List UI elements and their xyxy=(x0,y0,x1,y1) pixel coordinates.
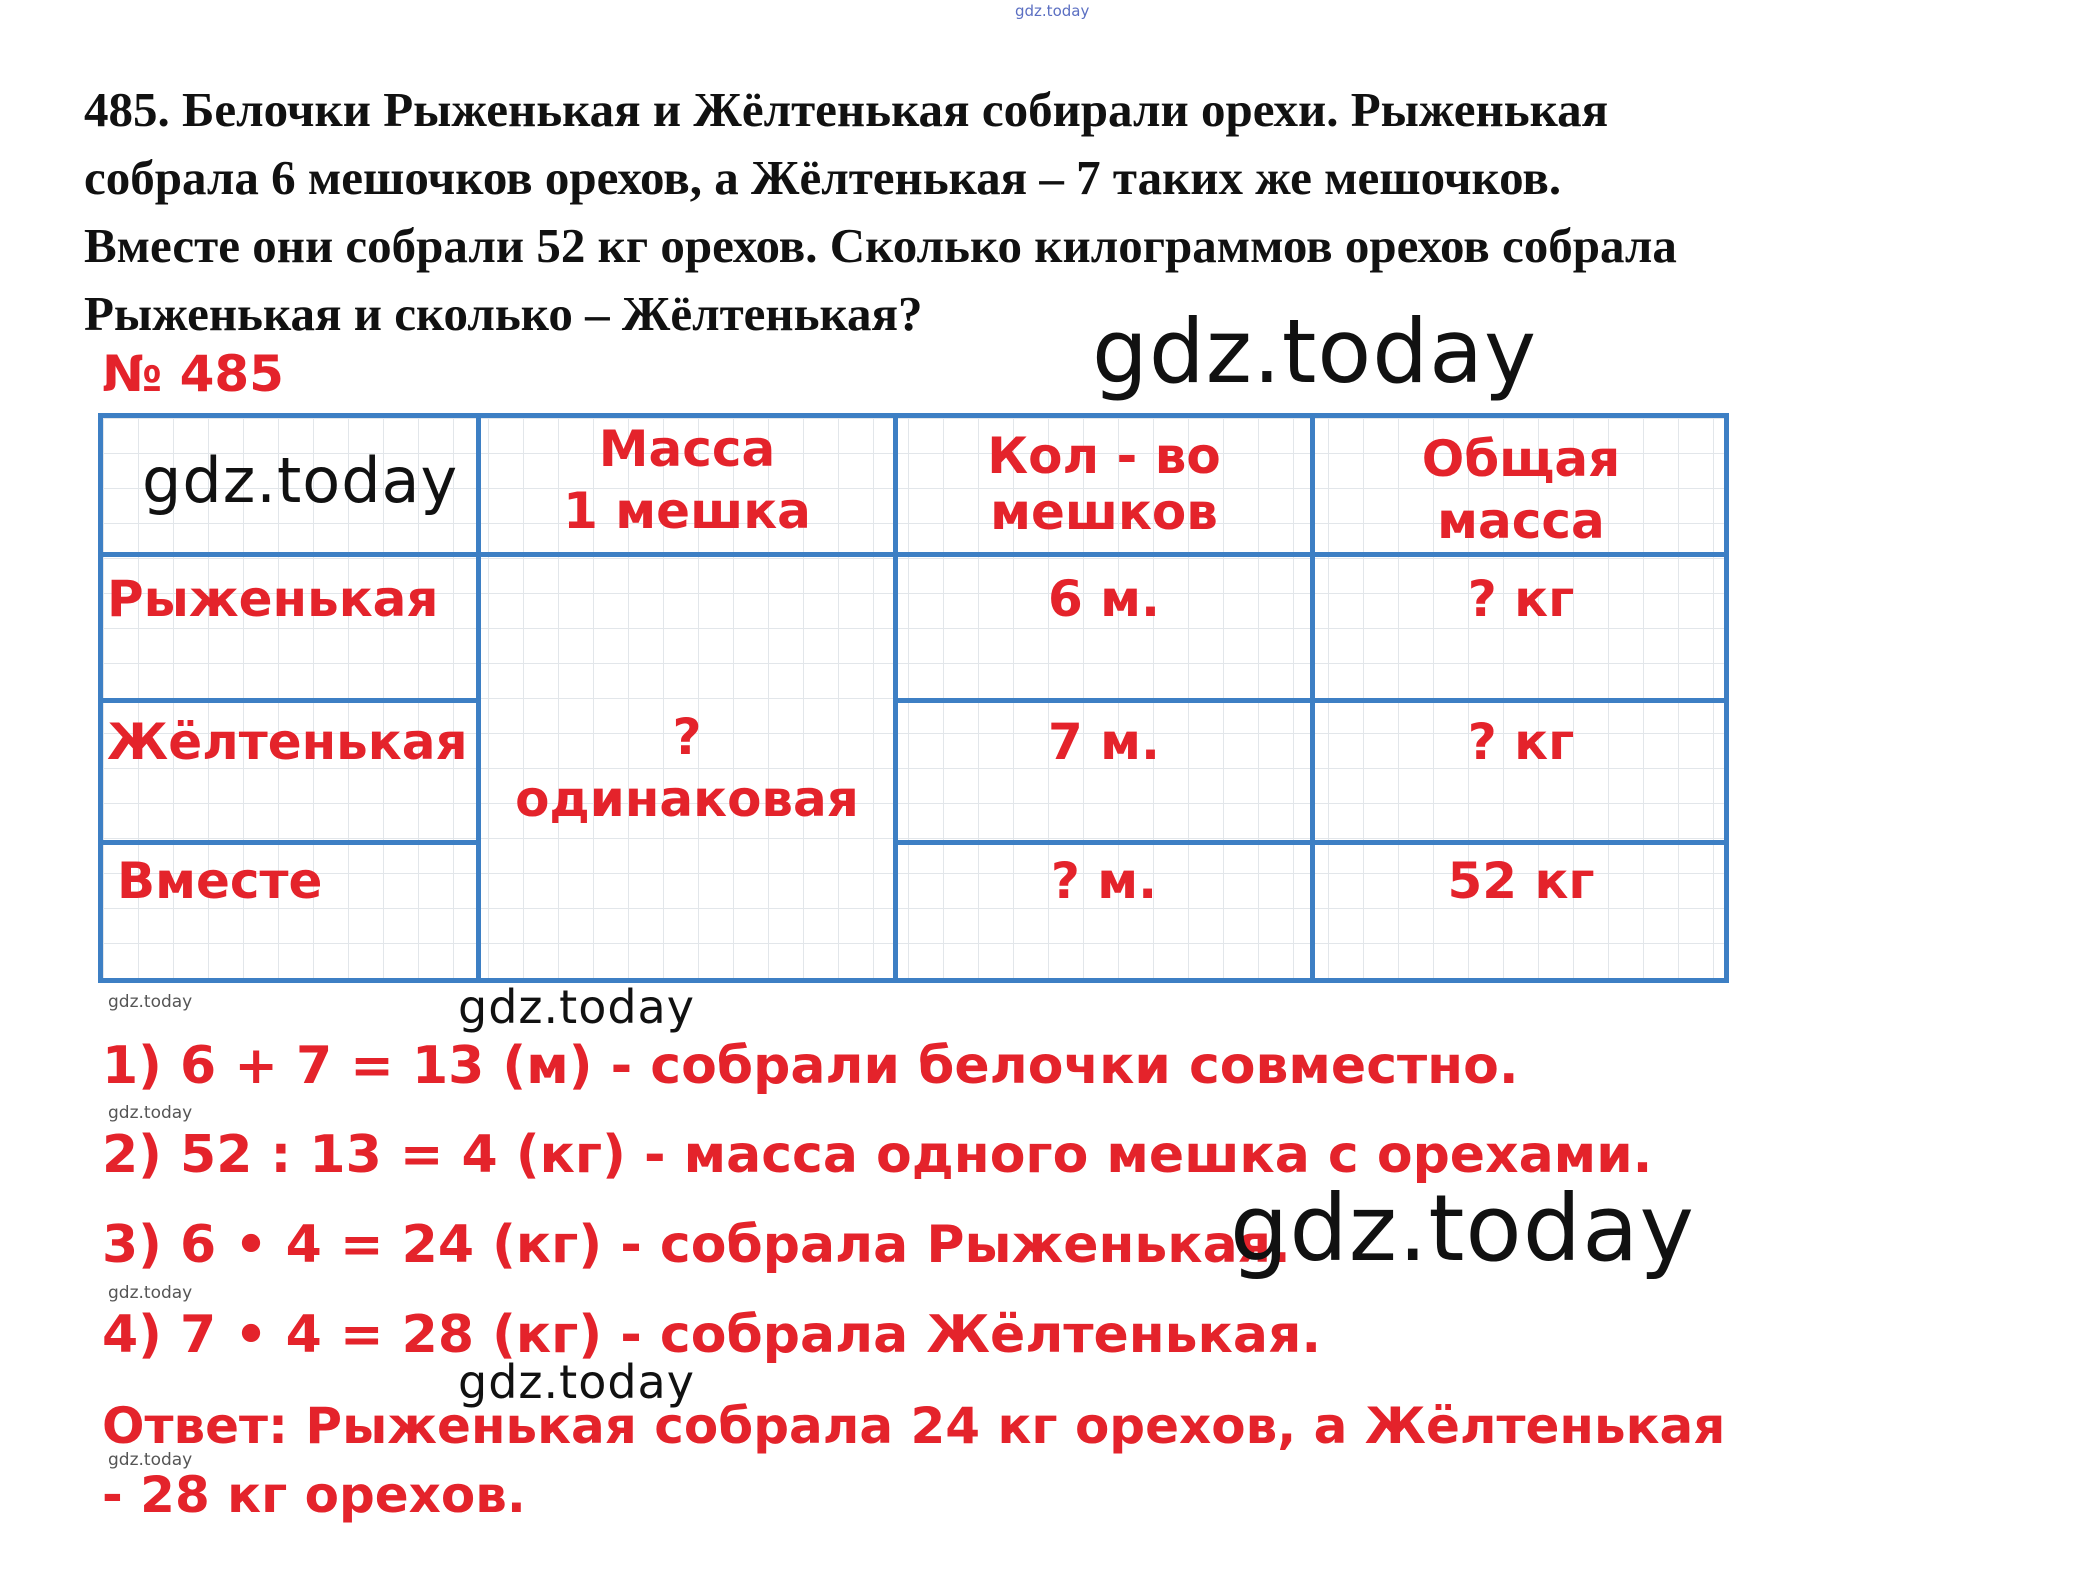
mass-merged-cell: ? одинаковая xyxy=(515,708,859,828)
problem-statement xyxy=(84,76,2074,348)
solution-title: № 485 xyxy=(102,345,284,403)
solution-step: 4) 7 • 4 = 28 (кг) - собрала Жёлтенькая. xyxy=(102,1305,1322,1365)
row-name-zheltenkaya: Жёлтенькая xyxy=(107,713,468,771)
total-cell: ? кг xyxy=(1467,713,1575,771)
problem-line: собрала 6 мешочков орехов, а Жёлтенькая – 7 таких же мешочков. xyxy=(84,150,1562,205)
watermark-small: gdz.today xyxy=(108,1283,193,1303)
watermark: gdz.today xyxy=(1230,1175,1695,1282)
total-cell: ? кг xyxy=(1467,570,1575,628)
watermark-small: gdz.today xyxy=(108,1450,193,1470)
count-cell: 7 м. xyxy=(1047,713,1161,771)
row-name-ryzhenkaya: Рыженькая xyxy=(107,570,439,628)
table-hline xyxy=(893,698,1724,703)
top-watermark: gdz.today xyxy=(1015,2,1090,20)
table-hline xyxy=(103,698,476,703)
total-cell: 52 кг xyxy=(1447,852,1595,910)
table-hline xyxy=(103,840,476,845)
header-total: Общая масса xyxy=(1421,430,1621,550)
table-hline xyxy=(893,840,1724,845)
header-count: Кол - во мешков xyxy=(987,427,1221,541)
solution-step: 3) 6 • 4 = 24 (кг) - собрала Рыженькая. xyxy=(102,1215,1291,1275)
count-cell: ? м. xyxy=(1050,852,1158,910)
row-name-vmeste: Вместе xyxy=(117,852,323,910)
watermark: gdz.today xyxy=(458,980,695,1034)
watermark-small: gdz.today xyxy=(108,1103,193,1123)
problem-line: Вместе они собрали 52 кг орехов. Сколько килограммов орехов собрала xyxy=(84,218,1677,273)
watermark: gdz.today xyxy=(142,444,459,517)
solution-step: 2) 52 : 13 = 4 (кг) - масса одного мешка с орехами. xyxy=(102,1125,1653,1185)
answer-line: Ответ: Рыженькая собрала 24 кг орехов, а Жёлтенькая xyxy=(102,1397,1726,1455)
count-cell: 6 м. xyxy=(1047,570,1161,628)
problem-line: Рыженькая и сколько – Жёлтенькая? xyxy=(84,286,923,341)
solution-step: 1) 6 + 7 = 13 (м) - собрали белочки совместно. xyxy=(102,1036,1519,1096)
watermark: gdz.today xyxy=(458,1355,695,1409)
watermark-small: gdz.today xyxy=(108,992,193,1012)
problem-line: 485. Белочки Рыженькая и Жёлтенькая собирали орехи. Рыженькая xyxy=(84,82,1609,137)
table-hline xyxy=(103,552,1724,557)
answer-line: - 28 кг орехов. xyxy=(102,1466,526,1524)
watermark: gdz.today xyxy=(1092,300,1538,403)
header-mass: Масса 1 мешка xyxy=(563,420,811,540)
